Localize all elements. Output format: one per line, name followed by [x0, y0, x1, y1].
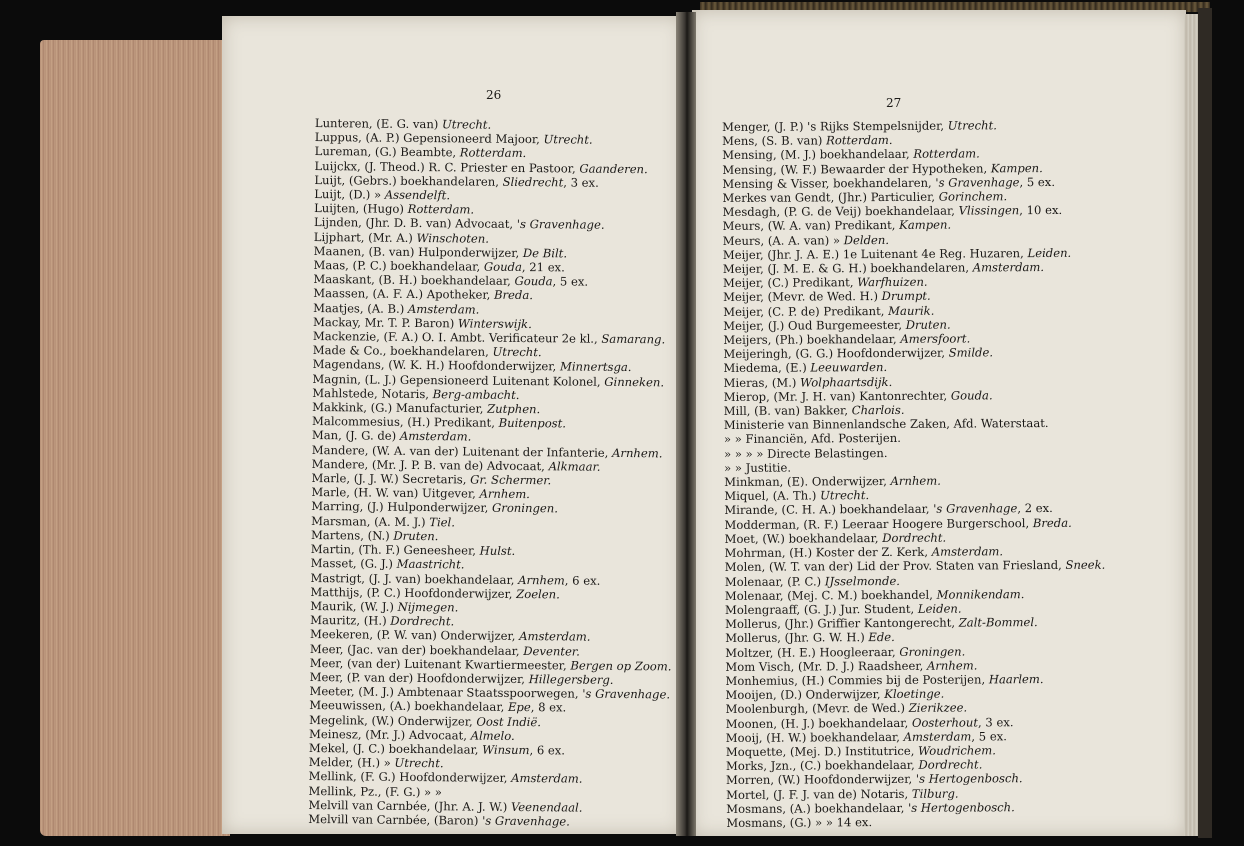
entry-place: Dordrecht.	[882, 530, 947, 545]
entry-copies: , 3 ex.	[563, 175, 599, 190]
entry-text: Meeter, (M. J.) Ambtenaar Staatsspoorwegen,	[309, 684, 583, 701]
entry-place: Gouda.	[950, 388, 993, 403]
entry-place: Deventer.	[523, 643, 580, 659]
entry-place: Amsterdam.	[407, 301, 480, 317]
entry-text: Malcommesius, (H.) Predikant,	[312, 414, 499, 431]
entry-text: Moonen, (H. J.) boekhandelaar,	[725, 715, 912, 731]
entry-text: Mirande, (C. H. A.) boekhandelaar,	[724, 502, 934, 518]
entry-place: Oost Indië.	[476, 714, 542, 729]
entry-text: Mekel, (J. C.) boekhandelaar,	[308, 740, 483, 757]
entry-place: Dordrecht.	[918, 757, 983, 772]
entry-text: Mens, (S. B. van)	[722, 133, 827, 149]
entry-text: Melder, (H.) »	[308, 755, 395, 770]
entry-text: Magendans, (W. K. H.) Hoofdonderwijzer,	[312, 357, 561, 374]
entry-place: De Bilt.	[522, 245, 568, 261]
entry-text: Luppus, (A. P.) Gepensioneerd Majoor,	[314, 130, 544, 147]
entry-place: Breda.	[1032, 515, 1072, 530]
entry-text: Magnin, (L. J.) Gepensioneerd Luitenant Kolonel,	[312, 371, 605, 389]
entry-text: Mollerus, (Jhr.) Griffier Kantongerecht,	[725, 615, 959, 632]
entry-place: Utrecht.	[543, 132, 593, 147]
entry-text: Martens, (N.)	[310, 527, 394, 543]
subscriber-entry	[723, 203, 1104, 220]
entry-text: Luijckx, (J. Theod.) R. C. Priester en Pastoor,	[314, 158, 580, 176]
entry-place: Gorinchem.	[938, 189, 1008, 204]
entry-text: Molen, (W. T. van der) Lid der Prov. Staten van Friesland,	[724, 558, 1066, 575]
entry-text: Mooijen, (D.) Onderwijzer,	[725, 687, 885, 703]
entry-place: Sneek.	[1065, 557, 1106, 573]
entry-text: Meijer, (C. P. de) Predikant,	[723, 303, 889, 319]
entry-text: Melvill van Carnbée, (Jhr. A. J. W.)	[308, 797, 512, 814]
entry-place: Winterswijk.	[457, 316, 532, 331]
entry-text: » » Financiën, Afd. Posterijen.	[723, 431, 901, 447]
entry-place: Gouda	[483, 259, 522, 275]
entry-text: Meijer, (J. M. E. & G. H.) boekhandelaren,	[722, 260, 973, 277]
entry-place: Amsterdam.	[931, 544, 1004, 559]
entry-text: Mollerus, (Jhr. G. W. H.)	[725, 630, 869, 646]
subscriber-entry	[726, 814, 1107, 831]
entry-place: 's Hertogenbosch.	[915, 771, 1023, 787]
entry-place: Woudrichem.	[918, 743, 996, 758]
entry-text: Mortel, (J. F. J. van de) Notaris,	[726, 786, 912, 802]
entry-copies: , 5 ex.	[971, 729, 1007, 744]
entry-place: Charlois.	[851, 402, 905, 418]
entry-place: Groningen.	[491, 501, 558, 516]
entry-place: Oosterhout	[911, 714, 979, 730]
entry-text: Mom Visch, (Mr. D. J.) Raadsheer,	[725, 658, 928, 674]
entry-place: Arnhem.	[612, 445, 663, 461]
entry-text: Moquette, (Mej. D.) Institutrice,	[725, 743, 919, 759]
entry-text: Molenaar, (Mej. C. M.) boekhandel,	[724, 587, 937, 603]
entry-text: » » Justitie.	[724, 460, 792, 475]
entry-place: Maurik.	[888, 303, 935, 318]
entry-copies: , 3 ex.	[977, 714, 1014, 729]
entry-copies: , 6 ex.	[529, 743, 566, 758]
entry-text: Mensing, (W. F.) Bewaarder der Hypotheken,	[722, 160, 991, 177]
left-entry-list	[308, 116, 677, 830]
entry-text: Meijeringh, (G. G.) Hoofdonderwijzer,	[723, 345, 949, 362]
entry-place: Monnikendam.	[936, 586, 1025, 602]
entry-place: Sliedrecht	[502, 174, 564, 190]
entry-text: Mierop, (Mr. J. H. van) Kantonrechter,	[723, 388, 951, 404]
entry-place: Amsterdam.	[511, 771, 583, 786]
entry-text: Mahlstede, Notaris,	[312, 385, 433, 402]
entry-text: Morren, (W.) Hoofdonderwijzer,	[725, 772, 916, 788]
entry-place: Utrecht.	[441, 117, 492, 132]
entry-copies: , 2 ex.	[1017, 501, 1053, 516]
entry-text: Mill, (B. van) Bakker,	[723, 403, 852, 419]
entry-text: Mackay, Mr. T. P. Baron)	[312, 314, 459, 331]
entry-text: Meijer, (J.) Oud Burgemeester,	[723, 317, 906, 333]
entry-text: Mackenzie, (F. A.) O. I. Ambt. Verificateur 2e kl.,	[312, 329, 602, 346]
entry-place: Rotterdam.	[913, 146, 980, 162]
entry-place: Kampen.	[990, 160, 1043, 175]
entry-text: Meer, (P. van der) Hoofdonderwijzer,	[309, 669, 529, 686]
entry-place: Warfhuizen.	[857, 274, 928, 290]
entry-text: Morks, Jzn., (C.) boekhandelaar,	[725, 757, 919, 774]
entry-text: Mauritz, (H.)	[310, 613, 391, 628]
entry-place: Tilburg.	[911, 786, 959, 801]
entry-place: Epe	[507, 700, 531, 715]
entry-text: Lureman, (G.) Beambte,	[314, 144, 460, 160]
entry-place: Kampen.	[899, 218, 952, 233]
right-page-number: 27	[886, 96, 902, 110]
entry-place: Gaanderen.	[579, 161, 648, 176]
entry-text: Meer, (Jac. van der) boekhandelaar,	[309, 641, 524, 658]
entry-text: Miedema, (E.)	[723, 360, 811, 376]
entry-place: 's Gravenhage.	[582, 686, 671, 702]
entry-place: Haarlem.	[988, 671, 1044, 687]
entry-place: Almelo.	[470, 728, 515, 743]
entry-text: Mastrigt, (J. J. van) boekhandelaar,	[310, 570, 519, 587]
book-gutter	[676, 12, 696, 836]
entry-text: Monhemius, (H.) Commies bij de Posterijen,	[725, 672, 989, 688]
entry-place: Arnhem.	[890, 473, 941, 489]
entry-place: Breda.	[493, 288, 534, 303]
entry-place: Rotterdam.	[407, 202, 475, 217]
entry-place: Maastricht.	[396, 557, 465, 572]
entry-text: Modderman, (R. F.) Leeraar Hoogere Burgerschool,	[724, 515, 1033, 532]
entry-place: Amersfoort.	[900, 331, 971, 346]
entry-place: Utrecht.	[947, 118, 997, 133]
entry-place: Drumpt.	[881, 289, 931, 304]
entry-text: Mandere, (W. A. van der) Luitenant der Infanterie,	[311, 442, 613, 460]
entry-text: Mosmans, (G.) » » 14 ex.	[726, 815, 873, 830]
entry-text: Meer, (van der) Luitenant Kwartiermeester,	[309, 655, 571, 673]
entry-text: Moet, (W.) boekhandelaar,	[724, 530, 883, 546]
entry-text: Man, (J. G. de)	[311, 428, 400, 444]
entry-copies: , 6 ex.	[564, 572, 601, 588]
entry-text: Ministerie van Binnenlandsche Zaken, Afd. Waterstaat.	[723, 416, 1049, 433]
entry-place: Buitenpost.	[498, 416, 567, 431]
entry-place: IJsselmonde.	[824, 573, 901, 588]
entry-place: Gr. Schermer.	[470, 472, 552, 488]
entry-place: Amsterdam	[903, 729, 972, 744]
entry-text: Menger, (J. P.) 's Rijks Stempelsnijder,	[722, 118, 948, 134]
entry-text: Meurs, (A. A. van) »	[722, 232, 844, 248]
entry-place: 's Gravenhage	[935, 174, 1020, 190]
entry-text: Meijer, (Jhr. J. A. E.) 1e Luitenant 4e Reg. Huzaren,	[722, 245, 1028, 262]
entry-place: Berg-ambacht.	[432, 387, 520, 402]
entry-text: Marsman, (A. M. J.)	[311, 513, 430, 529]
entry-text: Maaskant, (B. H.) boekhandelaar,	[313, 272, 515, 289]
entry-place: Ginneken.	[604, 374, 665, 390]
entry-text: Lijnden, (Jhr. D. B. van) Advocaat,	[313, 215, 517, 232]
entry-place: Druten.	[393, 528, 439, 544]
entry-text: Maassen, (A. F. A.) Apotheker,	[313, 286, 495, 303]
entry-text: Mensing & Visser, boekhandelaren,	[722, 175, 936, 191]
entry-text: Mandere, (Mr. J. P. B. van de) Advocaat,	[311, 456, 549, 474]
entry-text: Mensing, (M. J.) boekhandelaar,	[722, 147, 914, 163]
entry-text: Megelink, (W.) Onderwijzer,	[309, 712, 477, 729]
entry-text: Merkes van Gendt, (Jhr.) Particulier,	[722, 189, 939, 206]
entry-place: Dordrecht.	[390, 613, 455, 629]
entry-text: Luijt, (D.) »	[314, 187, 385, 202]
entry-text: Mesdagh, (P. G. de Veij) boekhandelaar,	[722, 203, 959, 220]
entry-text: Marle, (J. J. W.) Secretaris,	[311, 471, 471, 487]
entry-place: Vlissingen	[958, 203, 1020, 218]
entry-text: Mosmans, (A.) boekhandelaar,	[726, 800, 909, 816]
entry-place: Arnhem	[518, 572, 565, 587]
entry-text: Mellink, (F. G.) Hoofdonderwijzer,	[308, 769, 512, 786]
entry-place: Amsterdam.	[519, 629, 591, 644]
entry-text: Melvill van Carnbée, (Baron)	[308, 811, 483, 828]
entry-text: Makkink, (G.) Manufacturier,	[312, 400, 488, 416]
entry-text: Meeuwissen, (A.) boekhandelaar,	[309, 698, 509, 715]
entry-place: Ede.	[868, 630, 895, 645]
entry-place: Assendelft.	[384, 187, 451, 203]
entry-text: Meinesz, (Mr. J.) Advocaat,	[309, 726, 471, 743]
subscriber-entry	[724, 515, 1105, 532]
entry-place: Gouda	[514, 274, 553, 289]
entry-text: Maurik, (W. J.)	[310, 598, 398, 614]
entry-text: Marle, (H. W. van) Uitgever,	[311, 485, 480, 501]
entry-place: Nijmegen.	[397, 599, 459, 615]
entry-text: Meijer, (Mevr. de Wed. H.)	[723, 289, 882, 305]
entry-text: Mohrman, (H.) Koster der Z. Kerk,	[724, 544, 932, 561]
entry-place: Veenendaal.	[510, 799, 583, 815]
subscriber-entry	[723, 246, 1104, 263]
entry-place: Utrecht.	[492, 344, 542, 360]
entry-place: Zierikzee.	[908, 700, 968, 716]
entry-text: Maatjes, (A. B.)	[313, 300, 409, 316]
entry-text: Maas, (P. C.) boekhandelaar,	[313, 258, 484, 274]
entry-place: Samarang.	[601, 331, 666, 347]
entry-place: Amsterdam.	[399, 429, 472, 444]
entry-place: Bergen op Zoom.	[570, 658, 672, 674]
entry-text: Meekeren, (P. W. van) Onderwijzer,	[309, 627, 520, 644]
entry-place: Kloetinge.	[884, 686, 945, 702]
entry-text: Miquel, (A. Th.)	[724, 488, 821, 504]
entry-place: Hulst.	[479, 543, 516, 559]
entry-place: Rotterdam.	[826, 133, 893, 148]
entry-copies: , 8 ex.	[530, 700, 567, 715]
entry-text: Luijt, (Gebrs.) boekhandelaren,	[314, 172, 503, 189]
subscriber-entry	[722, 174, 1103, 191]
entry-place: Amsterdam.	[972, 260, 1045, 275]
entry-text: Meurs, (W. A. van) Predikant,	[722, 218, 900, 234]
entry-text: Maanen, (B. van) Hulponderwijzer,	[313, 243, 523, 260]
entry-text: Molenaar, (P. C.)	[724, 573, 825, 589]
entry-place: Alkmaar.	[548, 459, 601, 474]
entry-text: » » » » Directe Belastingen.	[723, 445, 888, 461]
entry-text: Meijer, (C.) Predikant,	[722, 275, 858, 291]
right-entry-list	[722, 118, 1107, 830]
entry-text: Moltzer, (H. E.) Hoogleeraar,	[725, 644, 900, 660]
entry-place: Zutphen.	[487, 401, 541, 417]
cover-right	[1198, 8, 1212, 838]
entry-place: Arnhem.	[479, 486, 530, 502]
entry-text: Mellink, Pz., (F. G.) » »	[308, 783, 443, 799]
subscriber-entry	[725, 558, 1106, 575]
entry-text: Mieras, (M.)	[723, 375, 801, 390]
entry-copies: , 5 ex.	[1019, 174, 1056, 189]
entry-place: Winschoten.	[416, 230, 490, 246]
entry-text: Matthijs, (P. C.) Hoofdonderwijzer,	[310, 584, 517, 601]
entry-place: Hillegersberg.	[528, 671, 614, 687]
entry-place: 's Gravenhage.	[516, 217, 605, 233]
entry-place: Wolphaartsdijk.	[800, 374, 893, 390]
entry-text: Lijphart, (Mr. A.)	[313, 229, 417, 245]
entry-place: Rotterdam.	[459, 145, 527, 161]
entry-place: Tiel.	[429, 514, 456, 530]
entry-text: Masset, (G. J.)	[310, 556, 397, 572]
entry-place: 's Hertogenbosch.	[908, 799, 1015, 815]
entry-text: Molengraaff, (G. J.) Jur. Student,	[724, 601, 918, 617]
entry-place: 's Gravenhage.	[482, 813, 570, 829]
entry-place: Groningen.	[899, 644, 966, 659]
entry-text: Minkman, (E). Onderwijzer,	[724, 474, 891, 490]
entry-place: Utrecht.	[394, 755, 444, 771]
page-block-edge	[40, 40, 230, 836]
entry-place: Winsum	[482, 742, 530, 758]
entry-place: Leiden.	[917, 601, 962, 616]
entry-place: Leiden.	[1027, 245, 1072, 260]
entry-place: Zoelen.	[516, 586, 560, 602]
entry-text: Luijten, (Hugo)	[314, 201, 408, 217]
entry-text: Marring, (J.) Hulponderwijzer,	[311, 499, 493, 516]
entry-text: Martin, (Th. F.) Geneesheer,	[310, 542, 480, 558]
entry-copies: , 21 ex.	[521, 260, 565, 275]
subscriber-entry	[724, 416, 1105, 433]
entry-text: Meijers, (Ph.) boekhandelaar,	[723, 331, 901, 348]
entry-text: Moolenburgh, (Mevr. de Wed.)	[725, 701, 909, 717]
entry-place: Zalt-Bommel.	[958, 615, 1038, 630]
entry-text: Made & Co., boekhandelaren,	[312, 343, 493, 359]
entry-place: 's Gravenhage	[933, 501, 1018, 517]
entry-place: Delden.	[843, 232, 890, 247]
entry-copies: , 5 ex.	[552, 274, 589, 289]
entry-copies: , 10 ex.	[1019, 203, 1063, 218]
entry-place: Leeuwarden.	[810, 360, 888, 375]
entry-place: Minnertsga.	[559, 359, 632, 375]
entry-place: Smilde.	[948, 345, 994, 360]
entry-place: Utrecht.	[820, 488, 870, 503]
left-page-number: 26	[486, 88, 502, 102]
entry-place: Arnhem.	[926, 658, 978, 673]
entry-text: Mooij, (H. W.) boekhandelaar,	[725, 729, 904, 745]
entry-place: Druten.	[905, 317, 951, 332]
entry-text: Lunteren, (E. G. van)	[314, 116, 443, 132]
